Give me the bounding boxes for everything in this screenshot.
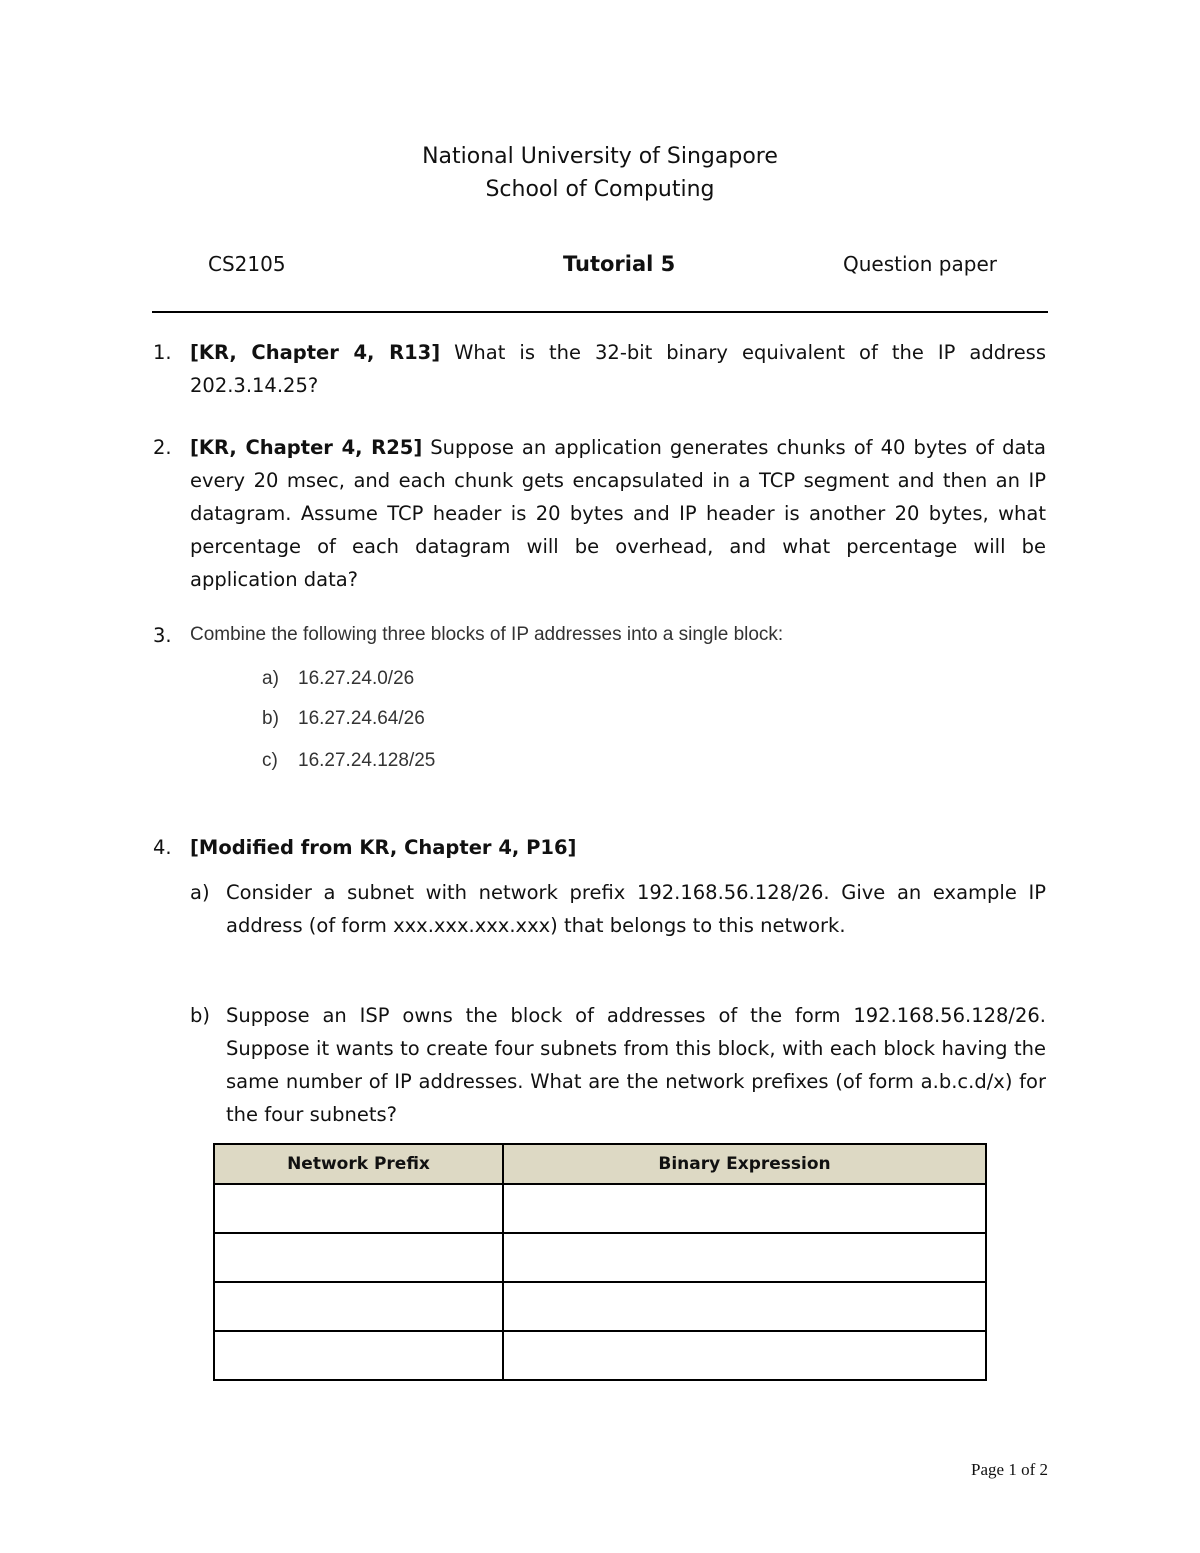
table-row xyxy=(214,1184,986,1233)
q1-tag: [KR, Chapter 4, R13] xyxy=(190,341,441,364)
q3-item-value: 16.27.24.0/26 xyxy=(298,668,415,689)
header-divider xyxy=(152,311,1048,313)
q3-item-letter: c) xyxy=(262,750,278,771)
q3-item-letter: a) xyxy=(262,668,279,689)
university-name: National University of Singapore xyxy=(422,144,778,169)
school-name: School of Computing xyxy=(485,177,715,202)
page-number: Page 1 of 2 xyxy=(971,1460,1048,1479)
table-cell xyxy=(214,1331,503,1380)
table-cell xyxy=(214,1233,503,1282)
table-header-binary-expression: Binary Expression xyxy=(503,1144,986,1184)
subnet-table xyxy=(213,1143,987,1381)
q1-text xyxy=(190,336,1046,402)
q3-item-letter: b) xyxy=(262,708,279,729)
q4b-text: Suppose an ISP owns the block of addresses of the form 192.168.56.128/26. Suppose it wants to create four subnets from this block, with each block having the same number of IP addresses. What are the network prefixes (of form a.b.c.d/x) for the four subnets? xyxy=(226,1004,1046,1126)
table-row xyxy=(214,1282,986,1331)
paper-type: Question paper xyxy=(843,252,997,276)
q4b-letter: b) xyxy=(190,1004,210,1027)
table-cell xyxy=(503,1282,986,1331)
table-header-network-prefix: Network Prefix xyxy=(214,1144,503,1184)
q1-number: 1. xyxy=(153,341,172,364)
table-cell xyxy=(503,1184,986,1233)
table-cell xyxy=(214,1184,503,1233)
q3-number: 3. xyxy=(153,624,172,647)
q2-tag: [KR, Chapter 4, R25] xyxy=(190,436,423,459)
table-cell xyxy=(503,1233,986,1282)
q4a-text: Consider a subnet with network prefix 192.168.56.128/26. Give an example IP address (of form xxx.xxx.xxx.xxx) that belongs to this network. xyxy=(226,881,1046,937)
course-code: CS2105 xyxy=(208,252,286,276)
q4-number: 4. xyxy=(153,836,172,859)
q4a-letter: a) xyxy=(190,881,210,904)
q3-item-value: 16.27.24.64/26 xyxy=(298,708,425,729)
table-cell xyxy=(503,1331,986,1380)
q2-text xyxy=(190,431,1046,596)
q1-body: What is the 32-bit binary equivalent of the IP address 202.3.14.25? xyxy=(190,341,1047,397)
q2-number: 2. xyxy=(153,436,172,459)
tutorial-title: Tutorial 5 xyxy=(563,252,676,276)
q3-text: Combine the following three blocks of IP addresses into a single block: xyxy=(190,624,784,645)
table-cell xyxy=(214,1282,503,1331)
q3-item-value: 16.27.24.128/25 xyxy=(298,750,436,771)
q2-body: Suppose an application generates chunks of 40 bytes of data every 20 msec, and each chunk gets encapsulated in a TCP segment and then an IP datagram. Assume TCP header is 20 bytes and IP header is another 20 bytes, what percentage of each datagram will be overhead, and what percentage will be application data? xyxy=(190,436,1047,591)
table-row xyxy=(214,1233,986,1282)
table-row xyxy=(214,1331,986,1380)
q4-tag: [Modified from KR, Chapter 4, P16] xyxy=(190,836,577,859)
